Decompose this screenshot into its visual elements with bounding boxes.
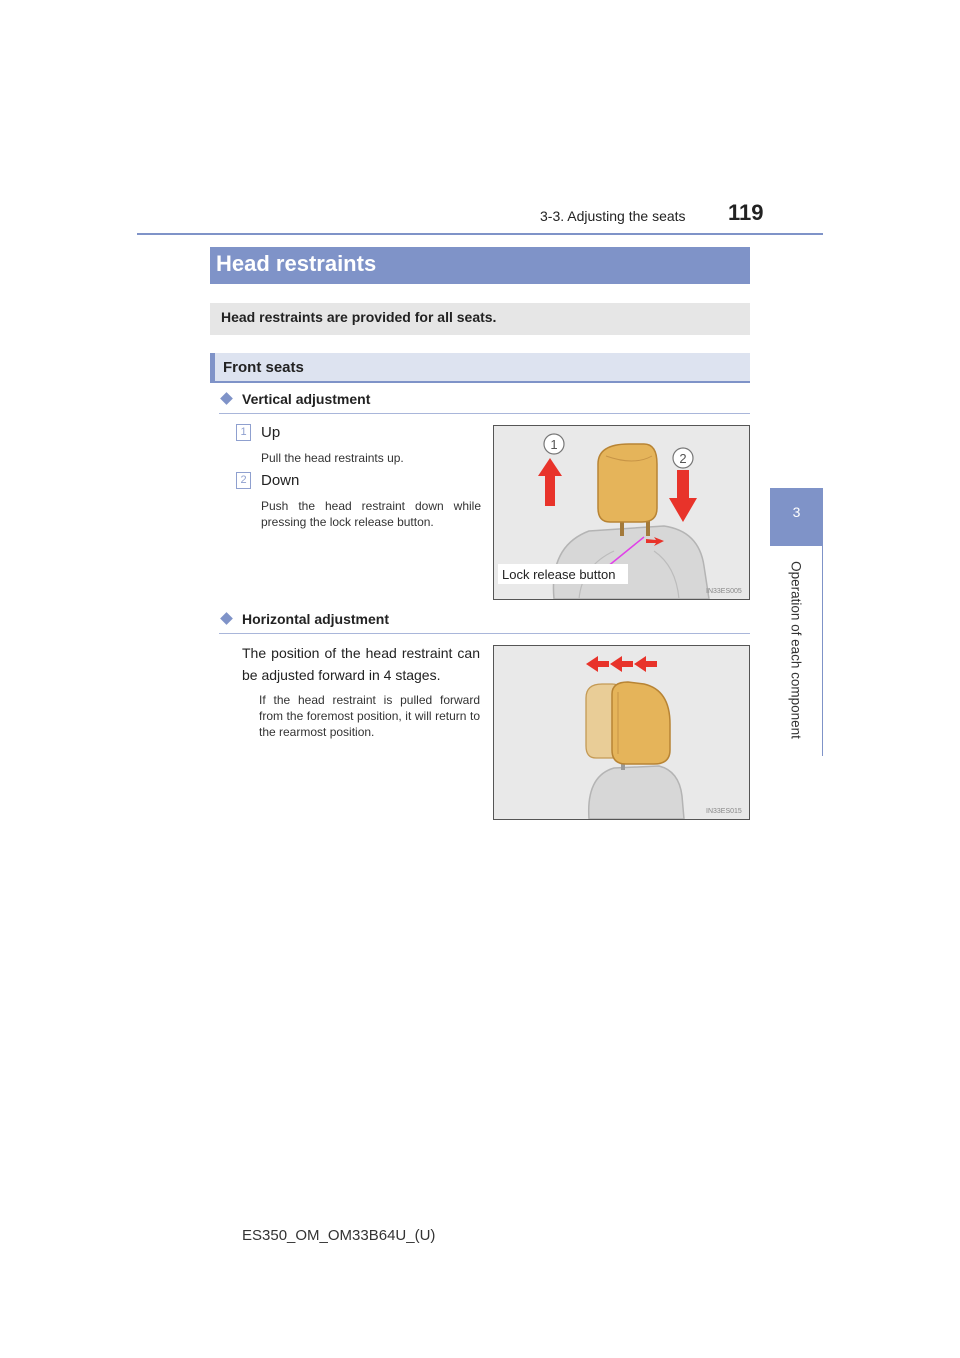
head-restraint	[598, 444, 657, 522]
horizontal-rule	[219, 633, 750, 634]
head-restraint-front	[612, 682, 670, 764]
callout-1: 1	[550, 437, 558, 452]
chapter-number: 3	[792, 504, 801, 520]
header-rule	[137, 233, 823, 235]
diamond-bullet-icon	[220, 612, 233, 625]
vertical-adjustment-heading: Vertical adjustment	[242, 391, 371, 407]
step-desc-down: Push the head restraint down while pressing the lock release button.	[261, 499, 481, 529]
step-title-up: Up	[261, 424, 281, 441]
page-number: 119	[728, 200, 764, 225]
up-arrow-icon	[538, 458, 562, 506]
down-arrow-icon	[669, 470, 697, 522]
vertical-adjustment-illustration	[494, 426, 749, 599]
vertical-rule	[219, 413, 750, 414]
lock-release-label: Lock release button	[502, 567, 616, 582]
forward-arrow-icon	[610, 656, 633, 672]
forward-arrow-icon	[634, 656, 657, 672]
front-seats-underline	[210, 381, 750, 383]
chapter-tab-line	[822, 546, 823, 756]
vertical-adjustment-figure	[493, 425, 750, 600]
section-title: 3-3. Adjusting the seats	[540, 208, 686, 224]
horizontal-adjustment-heading: Horizontal adjustment	[242, 611, 390, 627]
seat-back	[589, 766, 684, 819]
horizontal-adjustment-illustration	[494, 646, 749, 819]
seat-back	[553, 526, 709, 599]
front-seats-accent	[210, 353, 215, 382]
forward-arrow-icon	[586, 656, 609, 672]
horizontal-note: If the head restraint is pulled forward from the foremost position, it will return to the rearmost position.	[259, 693, 480, 739]
callout-2: 2	[679, 451, 687, 466]
front-seats-heading: Front seats	[223, 359, 304, 376]
chapter-label: Operation of each component	[788, 561, 804, 739]
step-desc-up: Pull the head restraints up.	[261, 451, 404, 465]
figure-code: IN33ES005	[706, 588, 742, 595]
step-number-2: 2	[236, 472, 251, 489]
document-code: ES350_OM_OM33B64U_(U)	[242, 1227, 436, 1244]
step-number-1: 1	[236, 424, 251, 441]
horizontal-paragraph: The position of the head restraint can be adjusted forward in 4 stages.	[242, 645, 480, 683]
intro-text: Head restraints are provided for all seats.	[221, 309, 497, 325]
diamond-bullet-icon	[220, 392, 233, 405]
horizontal-adjustment-figure	[493, 645, 750, 820]
step-title-down: Down	[261, 472, 300, 489]
page-title: Head restraints	[216, 251, 377, 276]
figure-code: IN33ES015	[706, 808, 742, 815]
